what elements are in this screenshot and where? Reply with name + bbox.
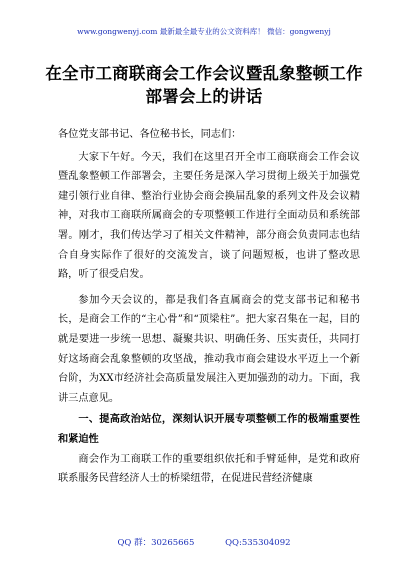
paragraph-opening: 大家下午好。今天，我们在这里召开全市工商联商会工作会议暨乱象整顿工作部署会，主要任务是深入学习贯彻上级关于加强党建引领行业自律、整治行业协会商会换届乱象的系列文件及会议精神，对我市工商联所属商会的专项整顿工作进行全面动员和系统部署。刚才，我们传达学习了相关文件精神，部分商会负责同志也结合自身实际作了很好的交流发言，谈了问题短板，也讲了整改思路，听了很受启发。 (58, 151, 360, 281)
salutation: 各位党支部书记、各位秘书长，同志们： (58, 129, 242, 140)
qq-contact-number: QQ:535304092 (225, 538, 291, 548)
page-footer (0, 536, 408, 548)
document-title: 在全市工商联商会工作会议暨乱象整顿工作部署会上的讲话 (45, 64, 363, 106)
paragraph-section-one: 商会作为工商联工作的重要组织依托和手臂延伸，是党和政府联系服务民营经济人士的桥梁纽带，在促进民营经济健康 (58, 453, 360, 485)
section-heading: 一、提高政治站位，深刻认识开展专项整顿工作的极端重要性和紧迫性 (58, 413, 360, 445)
qq-group-number: QQ 群：30265665 (117, 538, 195, 548)
paragraph-attendees: 参加今天会议的，都是我们各直属商会的党支部书记和秘书长，是商会工作的“主心骨”和“顶梁柱”。把大家召集在一起，目的就是要进一步统一思想、凝聚共识、明确任务、压实责任，共同打好这场商会乱象整顿的攻坚战，推动我市商会建设水平迈上一个新台阶，为XX市经济社会高质量发展注入更加强劲的动力。下面，我讲三点意见。 (58, 294, 360, 404)
document-body (58, 122, 360, 489)
page-header: www.gongwenyj.com 最新最全最专业的公文资料库！ 微信：gongwenyj (77, 27, 331, 36)
